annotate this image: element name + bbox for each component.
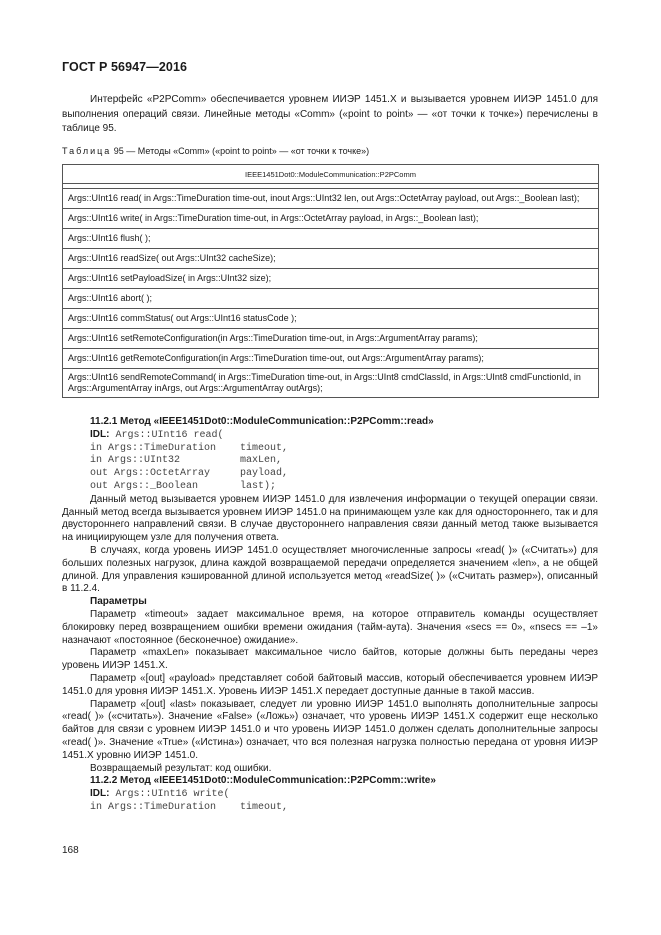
param-paragraph: Параметр «[out] «payload» представляет собой байтовый массив, который обеспечивается уровнем ИИЭР 1451.0 для уровня ИИЭР 1451.X. Уровень ИИЭР 1451.X передает доступные данные в такой массив. <box>62 672 598 697</box>
idl-arg-name: last); <box>240 480 277 492</box>
table-header: IEEE1451Dot0::ModuleCommunication::P2PComm <box>63 165 599 184</box>
idl-line <box>62 802 598 815</box>
idl-arg-name: timeout, <box>240 801 289 813</box>
table-row: Args::UInt16 abort( ); <box>63 289 599 309</box>
methods-table <box>62 164 599 398</box>
document-header: ГОСТ Р 56947—2016 <box>62 60 188 74</box>
idl-arg-type: in Args::TimeDuration <box>90 442 217 454</box>
idl-arg-name: maxLen, <box>240 455 283 467</box>
table-row: Args::UInt16 sendRemoteCommand( in Args::TimeDuration time-out, in Args::UInt8 cmdClassId, in Args::UInt8 cmdFunctionId, in Args::ArgumentArray inArgs, out Args::ArgumentArray outArgs); <box>63 369 599 398</box>
idl-signature-read <box>62 429 598 443</box>
idl-first-line: Args::UInt16 read( <box>109 429 224 441</box>
param-paragraph: Параметр «timeout» задает максимальное время, на которое отправитель команды осуществляет блокировку перед возвращением ошибки времени ожидания (тайм-аута). Значения «secs == 0», «nsecs == –1» назначают «постоянное (бесконечное) ожидание». <box>62 608 598 646</box>
params-title: Параметры <box>90 596 147 608</box>
idl-arg-type: in Args::UInt32 <box>90 455 181 467</box>
paragraph: Данный метод вызывается уровнем ИИЭР 1451.0 для извлечения информации о текущей операции связи. Данный метод всегда вызывается уровнем ИИЭР 1451.0 на принимающем узле как для одностороннего, так и для двустороннего направлений связи. В случае двустороннего направления связи данный метод также вызывается на инициирующем узле для получения ответа. <box>62 493 598 544</box>
idl-arg-name: payload, <box>240 468 289 480</box>
intro-paragraph: Интерфейс «P2PComm» обеспечивается уровнем ИИЭР 1451.X и вызывается уровнем ИИЭР 1451.0 для выполнения операций связи. Линейные методы «Comm» («point to point» — «от точки к точке») перечислены в таблице 95. <box>62 94 598 134</box>
idl-signature-write <box>62 788 598 802</box>
idl-arg-type: in Args::TimeDuration <box>90 801 217 813</box>
idl-line <box>62 443 598 456</box>
section-heading-read: 11.2.1 Метод «IEEE1451Dot0::ModuleCommunication::P2PComm::read» <box>90 416 434 427</box>
table-caption <box>62 145 602 157</box>
section-heading-write: 11.2.2 Метод «IEEE1451Dot0::ModuleCommunication::P2PComm::write» <box>90 775 436 787</box>
idl-arg-type: out Args::_Boolean <box>90 480 199 492</box>
table-row: Args::UInt16 setPayloadSize( in Args::UInt32 size); <box>63 269 599 289</box>
table-caption-text: 95 — Методы «Comm» («point to point» — «от точки к точке») <box>111 146 370 156</box>
table-row: Args::UInt16 readSize( out Args::UInt32 cacheSize); <box>63 249 599 269</box>
idl-arg-type: out Args::OctetArray <box>90 468 211 480</box>
idl-label: IDL: <box>90 788 110 800</box>
idl-arg-name: timeout, <box>240 442 289 454</box>
table-row: Args::UInt16 read( in Args::TimeDuration time-out, inout Args::UInt32 len, out Args::OctetArray payload, out Args::_Boolean last); <box>63 189 599 209</box>
result-line: Возвращаемый результат: код ошибки. <box>90 762 272 774</box>
page-number: 168 <box>62 845 79 856</box>
param-paragraph: Параметр «maxLen» показывает максимальное число байтов, которые должны быть переданы через уровень ИИЭР 1451.X. <box>62 647 598 672</box>
table-row: Args::UInt16 flush( ); <box>63 229 599 249</box>
idl-line <box>62 468 598 481</box>
table-row: Args::UInt16 getRemoteConfiguration(in Args::TimeDuration time-out, out Args::ArgumentArray params); <box>63 349 599 369</box>
idl-line <box>62 481 598 494</box>
table-row: Args::UInt16 setRemoteConfiguration(in Args::TimeDuration time-out, in Args::ArgumentArray params); <box>63 329 599 349</box>
idl-first-line: Args::UInt16 write( <box>109 789 230 801</box>
table-row: Args::UInt16 write( in Args::TimeDuration time-out, in Args::OctetArray payload, in Args::_Boolean last); <box>63 209 599 229</box>
table-caption-word: Таблица <box>62 146 112 156</box>
idl-line <box>62 455 598 468</box>
table-row: Args::UInt16 commStatus( out Args::UInt16 statusCode ); <box>63 309 599 329</box>
paragraph: В случаях, когда уровень ИИЭР 1451.0 осуществляет многочисленные запросы «read( )» («Считать») для больших полезных нагрузок, длина каждой возвращаемой передачи определяется значением «len», а не общей длиной. Для управления кэшированной длиной используется метод «readSize( )» («Считать размер»), описанный в 11.2.4. <box>62 544 598 595</box>
idl-label: IDL: <box>90 428 110 440</box>
param-paragraph: Параметр «[out] «last» показывает, следует ли уровню ИИЭР 1451.0 выполнять дополнительные запросы «read( )» («считать»). Значение «False» («Ложь») означает, что уровень ИИЭР 1451.X содержит еще несколько байтов для связи с уровнем ИИЭР 1451.0 и что уровень ИИЭР 1451.0 должен сделать дополнительные запросы «read( )». Значение «True» («Истина») означает, что вся полезная нагрузка полностью передана от уровня ИИЭР 1451.X уровню ИИЭР 1451.0. <box>62 698 598 761</box>
section-body <box>62 416 598 815</box>
